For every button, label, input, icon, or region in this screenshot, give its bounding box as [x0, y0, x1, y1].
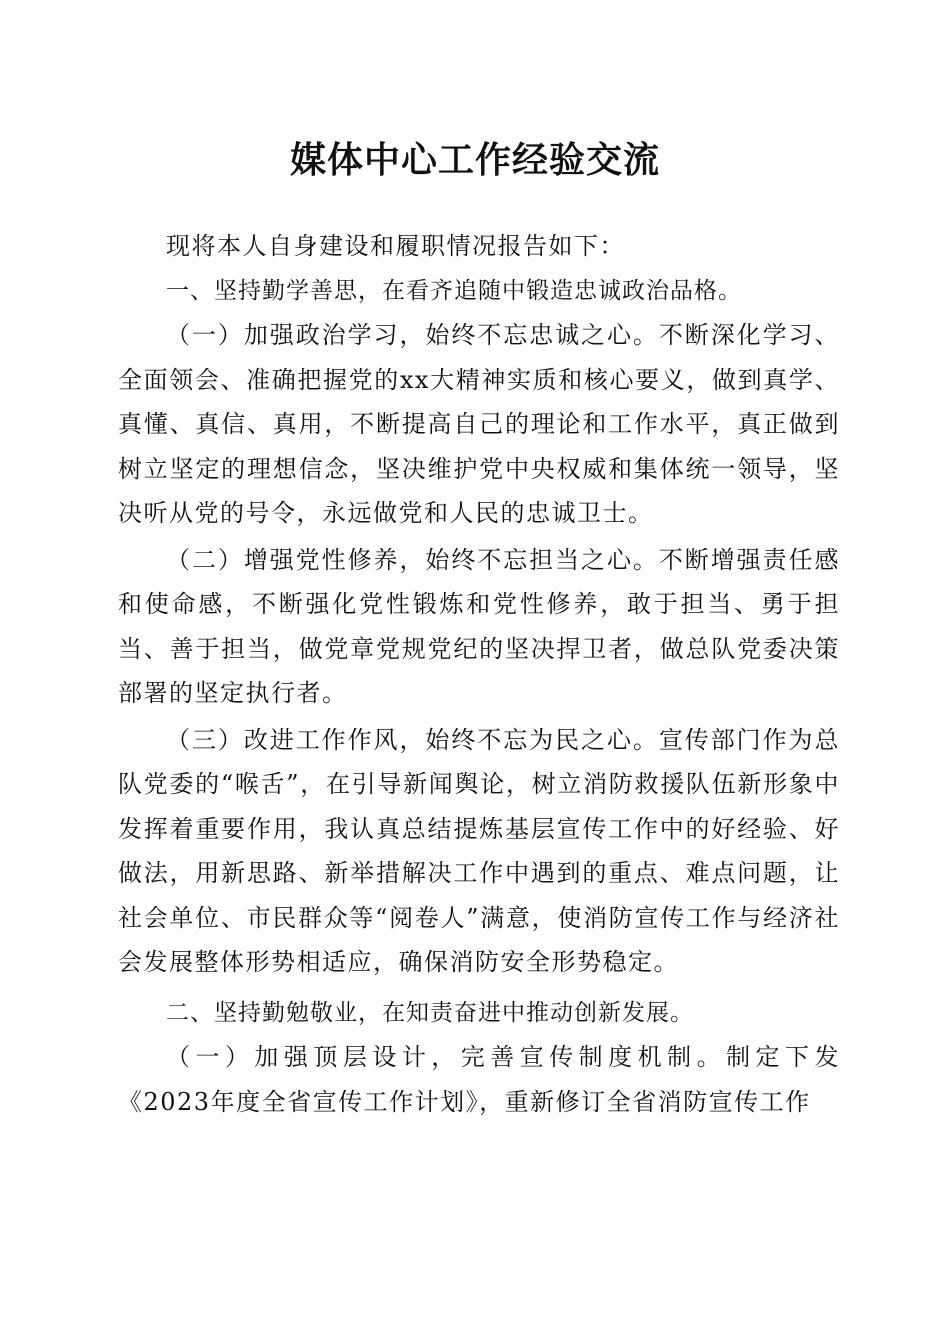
section-1-item-3: （三）改进工作作风，始终不忘为民之心。宣传部门作为总队党委的“喉舌”，在引导新闻舆论，树立消防救援队伍新形象中发挥着重要作用，我认真总结提炼基层宣传工作中的好经验、好做法，用新思路、新举措解决工作中遇到的重点、难点问题，让社会单位、市民群众等“阅卷人”满意，使消防宣传工作与经济社会发展整体形势相适应，确保消防安全形势稳定。 — [118, 725, 840, 976]
section-2-heading: 二、坚持勤勉敬业，在知责奋进中推动创新发展。 — [166, 999, 694, 1026]
document-title: 媒体中心工作经验交流 — [289, 139, 660, 181]
intro-paragraph: 现将本人自身建设和履职情况报告如下： — [166, 232, 625, 260]
document-body — [118, 224, 840, 1124]
section-1-heading: 一、坚持勤学善思，在看齐追随中锻造忠诚政治品格。 — [166, 277, 742, 304]
section-1-item-1: （一）加强政治学习，始终不忘忠诚之心。不断深化学习、全面领会、准确把握党的xx大精神实质和核心要义，做到真学、真懂、真信、真用，不断提高自己的理论和工作水平，真正做到树立坚定的理想信念，坚决维护党中央权威和集体统一领导，坚决听从党的号令，永远做党和人民的忠诚卫士。 — [118, 321, 840, 527]
section-2-item-1: （一）加强顶层设计，完善宣传制度机制。制定下发《2023年度全省宣传工作计划》，重新修订全省消防宣传工作 — [118, 1043, 840, 1116]
section-1-item-2: （二）增强党性修养，始终不忘担当之心。不断增强责任感和使命感，不断强化党性锻炼和党性修养，敢于担当、勇于担当、善于担当，做党章党规党纪的坚决捍卫者，做总队党委决策部署的坚定执行者。 — [118, 545, 840, 707]
